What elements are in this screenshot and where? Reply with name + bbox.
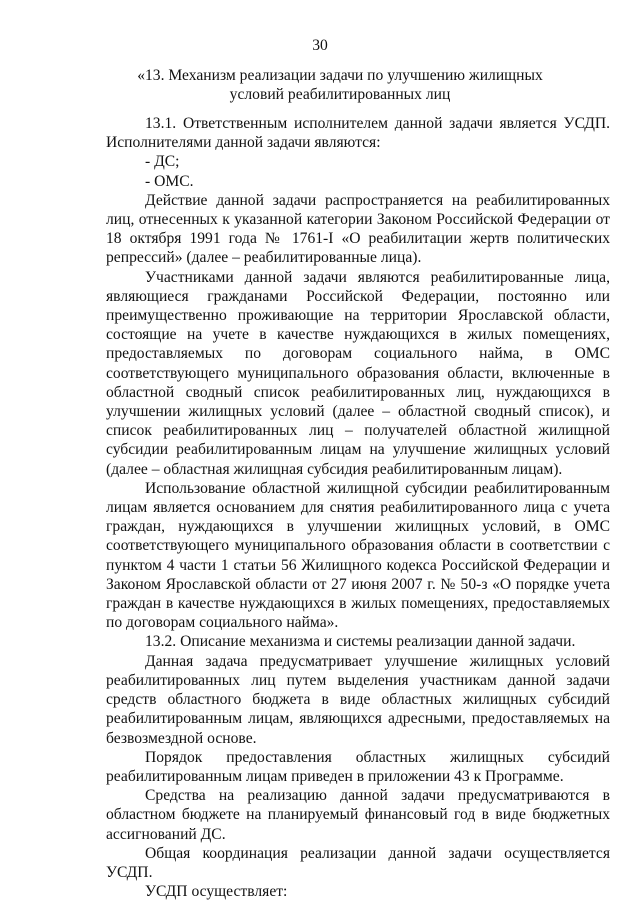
list-item: - ДС; (145, 153, 180, 171)
paragraph: УСДП осуществляет: (145, 883, 288, 901)
paragraph: Данная задача предусматривает улучшение жилищных условий реабилитированных лиц путем выделения участникам данной задачи средств областного бюджета в виде областных жилищных субсидий реабилитированным лицам, являющихся адресными, предоставляемых на безвозмездной основе. (106, 652, 610, 747)
paragraph: 13.1. Ответственным исполнителем данной задачи является УСДП. Исполнителями данной задачи являются: (106, 115, 610, 152)
section-title: «13. Механизм реализации задачи по улучшению жилищных условий реабилитированных лиц (137, 67, 543, 103)
document-body (106, 114, 610, 901)
page-number: 30 (312, 37, 328, 54)
paragraph: Порядок предоставления областных жилищных субсидий реабилитированным лицам приведен в приложении 43 к Программе. (106, 748, 610, 785)
paragraph: Участниками данной задачи являются реабилитированные лица, являющиеся гражданами Российской Федерации, постоянно или преимущественно проживающие на территории Ярославской области, состоящие на учете в качестве нуждающихся в жилых помещениях, предоставляемых по договорам социального найма, в ОМС соответствующего муниципального образования области, включенные в областной сводный список реабилитированных лиц, нуждающихся в улучшении жилищных условий (далее – областной сводный список), и список реабилитированных лиц – получателей областной жилищной субсидии реабилитированным лицам на улучшение жилищных условий (далее – областная жилищная субсидия реабилитированным лицам). (106, 268, 610, 478)
paragraph: Действие данной задачи распространяется на реабилитированных лиц, отнесенных к указанной категории Законом Российской Федерации от 18 октября 1991 года № 1761-I «О реабилитации жертв политических репрессий» (далее – реабилитированные лица). (106, 191, 610, 267)
list-item: - ОМС. (145, 172, 194, 190)
paragraph: Общая координация реализации данной задачи осуществляется УСДП. (106, 844, 610, 881)
paragraph: Использование областной жилищной субсидии реабилитированным лицам является основанием для снятия реабилитированного лица с учета граждан, нуждающихся в улучшении жилищных условий, в ОМС соответствующего муниципального образования области в соответствии с пунктом 4 части 1 статьи 56 Жилищного кодекса Российской Федерации и Законом Ярославской области от 27 июня 2007 г. № 50-з «О порядке учета граждан в качестве нуждающихся в жилых помещениях, предоставляемых по договорам социального найма». (106, 479, 610, 632)
subsection-heading: 13.2. Описание механизма и системы реализации данной задачи. (145, 633, 576, 651)
paragraph: Средства на реализацию данной задачи предусматриваются в областном бюджете на планируемый финансовый год в виде бюджетных ассигнований ДС. (106, 787, 610, 843)
